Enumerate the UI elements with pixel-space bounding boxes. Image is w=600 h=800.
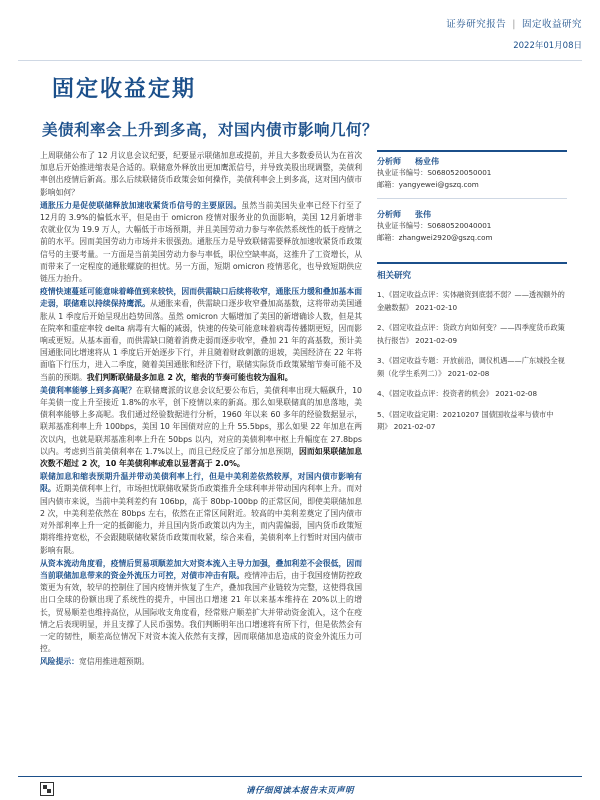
- main-title: 美债利率会上升到多高，对国内债市影响几何？: [42, 121, 379, 139]
- report-body: [40, 150, 362, 670]
- analyst-cert: 执业证书编号：S0680520050001: [377, 168, 492, 177]
- risk-warning: 风险提示：宽信用推进超预期。: [40, 657, 150, 667]
- analyst-name: 张伟: [415, 210, 431, 219]
- footer-disclaimer: 请仔细阅读本报告末页声明: [245, 786, 354, 796]
- report-date: 2022年01月08日: [513, 41, 582, 51]
- footer-divider: [18, 776, 582, 777]
- analyst-divider: [377, 198, 567, 199]
- header-divider: [18, 60, 582, 61]
- analyst-role: 分析师: [377, 210, 401, 219]
- report-category: 固定收益研究: [521, 19, 582, 30]
- related-item[interactable]: 1、《固定收益点评：实体融资到底弱不弱？——透视额外的金融数据》 2021-02-10: [377, 290, 565, 312]
- related-item[interactable]: 4、《固定收益点评：投资者的机会》 2021-02-08: [377, 389, 538, 398]
- related-item[interactable]: 3、《固定收益专题：开放前沿，调仪机遇——广东城投全视频（化学生系列二）》 2021-02-08: [377, 356, 565, 378]
- paragraph-spread: 联储加息和缩表预期升温并带动美债利率上行，但是中美利差依然较厚，对国内债市影响有限。近期美债利率上行，市场担忧联储收紧货币政策推升全球利率并带动国内利率上升。而对国内债市来说，当前中美利差约有 106bp，高于 80bp-100bp 的正常区间，即使美联储加息 2 次，中美利差依然在 80bps 左右，依然在正常区间附近。较高的中美利差奠定了国内债市对外部利率上升一定的抵御能力，并且国内货币政策以内为主，而内需偏弱，国内货币政策短期将维持宽松，不会跟随联储收紧货币政策而收紧，综合来看，美债利率上行暂时对国内债市影响有限。: [40, 472, 363, 555]
- analyst-cert: 执业证书编号：S0680520040001: [377, 221, 492, 230]
- analyst-email[interactable]: 邮箱：yangyewei@gszq.com: [377, 180, 479, 189]
- paragraph-inflation: 通胀压力是促使联储释放加速收紧货币信号的主要原因。虽然当前美国失业率已经下行至了 12月的 3.9%的偏低水平，但是由于 omicron 疫情对服务业的负面影响，美国 12月新增非农就业仅为 19.9 万人，大幅低于市场预期，并且美国劳动力参与率依然系统性的低于疫情之前的水平。因而美国劳动力市场并未很强劲。通胀压力是导致联储需要释放加速收紧货币政策信号的主要考量。一方面是当前美国劳动力参与率低，职位空缺率高，这推升了工资增长，从而带来了一定程度的通胀螺旋的担忧。另一方面，短期 omicron 疫情恶化，也导致短期供应链压力抬升。: [40, 200, 363, 284]
- analyst-card: [377, 152, 567, 191]
- sidebar: [377, 150, 567, 442]
- related-item[interactable]: 5、《固定收益定期：20210207 国债国收益率与债市中期》 2021-02-07: [377, 409, 554, 431]
- analyst-email[interactable]: 邮箱：zhangwei2920@gszq.com: [377, 233, 493, 242]
- analyst-name: 杨业伟: [415, 157, 439, 166]
- related-research-list: [377, 289, 567, 434]
- related-item[interactable]: 2、《固定收益点评：货政方向如何变？——四季度货币政策执行报告》 2021-02-09: [377, 323, 565, 345]
- report-type: 证券研究报告: [446, 19, 507, 30]
- report-type-line: 证券研究报告 | 固定收益研究: [446, 19, 582, 30]
- section-title: 固定收益定期: [52, 77, 197, 102]
- analyst-box: [377, 150, 567, 244]
- paragraph-epidemic: 疫情快速蔓延可能意味着峰值到来较快，因而供需缺口后续将收窄，通胀压力缓和叠加基本面走弱，联储难以持续保持鹰派。从通胀来看，供需缺口逐步收窄叠加高基数，这将带动美国通胀从 1 季度后开始呈现出趋势回落。虽然 omicron 大幅增加了美国的新增确诊人数，但是其在院率和重症率较 delta 病毒有大幅的减弱，快速的传染可能意味着病毒传播期更短，因而影响或更短。从基本面看，而供需缺口随着消费走弱而逐步收窄，叠加 21 年的高基数，预计美国通胀同比增速将从 1 季度后开始逐步下行，并且随着财政刺激的退坡，美国经济在 22 年将面临下行压力，进入二季度，随着美国通胀和经济下行，联储实际货币政策紧缩节奏可能不及当前的预期。我们判断联储最多加息 2 次，缩表的节奏可能也较为温和。: [40, 287, 363, 382]
- related-research-title: 相关研究: [377, 262, 567, 281]
- analyst-card: [377, 205, 567, 244]
- paragraph-capital-flow: 从资本流动角度看，疫情后贸易项顺差加大对资本流入主导力加强，叠加利差不会很低，因而当前联储加息带来的资金外流压力可控，对债市冲击有限。疫情冲击后，由于我国疫情防控政策更为有效，较早的控制住了国内疫情并恢复了生产，叠加我国产业链较为完整，这使得我国出口全球的份额出现了系统性的提升，中国出口增速 21 年以来基本维持在 20%以上的增长，贸易顺差也维持高位，从国际收支角度看，经常账户顺差扩大并带动资金流入，这个在疫情之后表现明显，并且支撑了人民币强势。我们判断明年出口增速将有所下行，但是依然会有一定的韧性，顺差高位情况下对资本流入依然有支撑，因而联储加息造成的资金外流压力可控。: [40, 558, 363, 654]
- intro-paragraph: 上周联储公布了 12 月议息会议纪要，纪要显示联储加息或提前，并且大多数委员认为在首次加息后开始推进缩表是合适的。联储意外释放出更加鹰派信号，并导致美股出现调整，美债利率创出疫情后新高。那么后续联储货币政策会如何操作，美债利率会上到多高，这对国内债市影响如何？: [40, 151, 362, 197]
- paragraph-us-yield: 美债利率能够上到多高呢？在联储鹰派的议息会议纪要公布后，美债利率出现大幅飙升，10 年美债一度上升至接近 1.8%的水平，创下疫情以来的新高。那么如果联储真的加息落地，美债利率能够上多高呢。我们通过经验数据进行分析，1960 年以来 60 多年的经验数据显示，联邦基准利率上升 100bps，美国 10 年国债对应的上升 55.5bps，那么如果 22 年加息在两次以内，也就是联邦基准利率上升在 50bps 以内，对应的美债利率中枢上升幅度在 27.8bps 以内。考虑到当前美债利率在 1.7%以上，而且已经反应了部分加息预期，因而如果联储加息次数不超过 2 次，10 年美债利率或难以显著高于 2.0%。: [40, 385, 363, 469]
- analyst-role: 分析师: [377, 157, 401, 166]
- report-header: [446, 16, 582, 51]
